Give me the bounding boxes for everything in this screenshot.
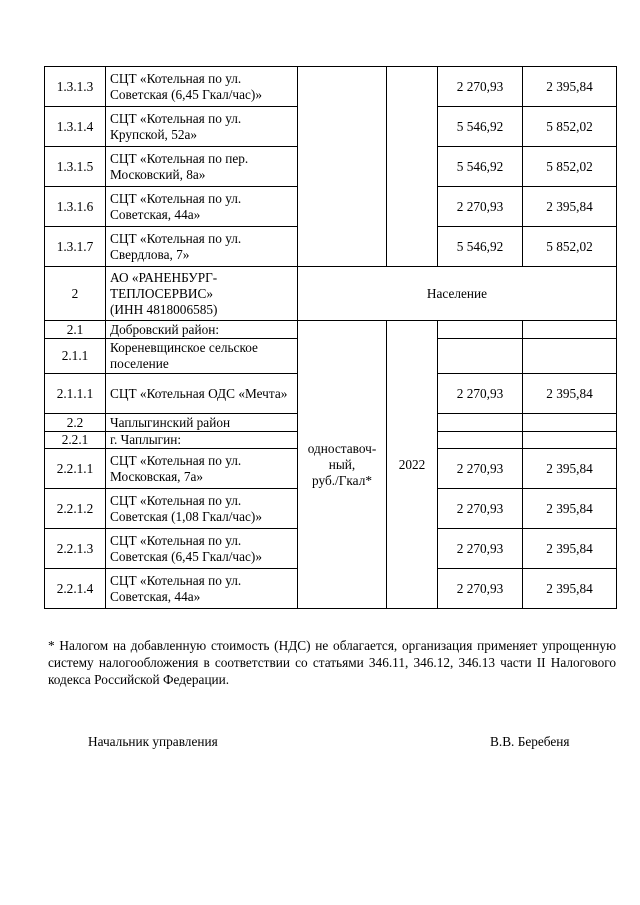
- organization-row: [45, 267, 617, 321]
- tariff-kind-unit: руб./Гкал*: [312, 472, 372, 488]
- tariff-value-2: 2 395,84: [523, 569, 617, 609]
- row-number: 2.1.1: [45, 339, 106, 374]
- row-number: 1.3.1.3: [45, 67, 106, 107]
- tariff-value-1: 2 270,93: [438, 187, 523, 227]
- tariff-value-1: 5 546,92: [438, 147, 523, 187]
- tariff-table: [44, 66, 617, 609]
- table-row: [45, 67, 617, 107]
- vat-footnote: * Налогом на добавленную стоимость (НДС) не облагается, организация применяет упрощенную систему налогообложения в соответствии со статьями 346.11, 346.12, 346.13 части II Налогового кодекса Российской Федерации.: [48, 638, 616, 687]
- row-number: 2.1: [45, 321, 106, 339]
- year-cell-empty: [387, 67, 438, 267]
- tariff-value-2: 2 395,84: [523, 449, 617, 489]
- row-name: СЦТ «Котельная по ул. Крупской, 52а»: [106, 107, 298, 147]
- row-number: 2.2.1.3: [45, 529, 106, 569]
- org-name-line: ТЕПЛОСЕРВИС»: [110, 285, 214, 301]
- tariff-value-2: [523, 414, 617, 432]
- row-name: СЦТ «Котельная ОДС «Мечта»: [106, 374, 298, 414]
- row-number: 2.2.1.2: [45, 489, 106, 529]
- organization-name: [106, 267, 298, 321]
- tariff-value-1: 2 270,93: [438, 569, 523, 609]
- row-name: СЦТ «Котельная по ул. Московская, 7а»: [106, 449, 298, 489]
- consumer-group: Население: [298, 267, 617, 321]
- row-name: СЦТ «Котельная по ул. Советская (6,45 Гкал/час)»: [106, 67, 298, 107]
- tariff-value-1: 2 270,93: [438, 374, 523, 414]
- tariff-kind-line: одноставоч-: [307, 440, 377, 456]
- row-name: Кореневщинское сельское поселение: [106, 339, 298, 374]
- tariff-value-1: [438, 432, 523, 449]
- row-name: СЦТ «Котельная по ул. Свердлова, 7»: [106, 227, 298, 267]
- tariff-value-1: [438, 414, 523, 432]
- row-number: 2: [45, 267, 106, 321]
- tariff-kind-line: ный,: [328, 456, 356, 472]
- table-row: [45, 321, 617, 339]
- row-name: г. Чаплыгин:: [106, 432, 298, 449]
- tariff-kind: [298, 321, 387, 609]
- tariff-value-2: 5 852,02: [523, 147, 617, 187]
- row-name: СЦТ «Котельная по ул. Советская, 44а»: [106, 569, 298, 609]
- row-number: 2.2: [45, 414, 106, 432]
- row-number: 1.3.1.7: [45, 227, 106, 267]
- org-name-line: АО «РАНЕНБУРГ-: [110, 269, 218, 285]
- tariff-year: 2022: [387, 321, 438, 609]
- tariff-value-1: [438, 321, 523, 339]
- tariff-value-1: [438, 339, 523, 374]
- tariff-value-2: 2 395,84: [523, 489, 617, 529]
- tariff-value-2: [523, 321, 617, 339]
- row-number: 1.3.1.4: [45, 107, 106, 147]
- tariff-value-1: 2 270,93: [438, 67, 523, 107]
- row-name: СЦТ «Котельная по пер. Московский, 8а»: [106, 147, 298, 187]
- tariff-value-2: 5 852,02: [523, 107, 617, 147]
- tariff-value-2: 5 852,02: [523, 227, 617, 267]
- tariff-value-1: 2 270,93: [438, 529, 523, 569]
- tariff-value-2: 2 395,84: [523, 374, 617, 414]
- tariff-value-1: 5 546,92: [438, 107, 523, 147]
- org-inn: (ИНН 4818006585): [110, 301, 218, 317]
- row-number: 2.2.1.4: [45, 569, 106, 609]
- row-name: СЦТ «Котельная по ул. Советская, 44а»: [106, 187, 298, 227]
- tariff-value-2: 2 395,84: [523, 187, 617, 227]
- row-number: 2.2.1: [45, 432, 106, 449]
- row-name: Добровский район:: [106, 321, 298, 339]
- row-name: СЦТ «Котельная по ул. Советская (6,45 Гкал/час)»: [106, 529, 298, 569]
- tariff-value-1: 2 270,93: [438, 449, 523, 489]
- tariff-value-2: [523, 432, 617, 449]
- row-number: 1.3.1.6: [45, 187, 106, 227]
- tariff-value-2: 2 395,84: [523, 67, 617, 107]
- row-number: 2.2.1.1: [45, 449, 106, 489]
- row-name: СЦТ «Котельная по ул. Советская (1,08 Гкал/час)»: [106, 489, 298, 529]
- row-number: 1.3.1.5: [45, 147, 106, 187]
- tariff-value-1: 5 546,92: [438, 227, 523, 267]
- tariff-value-2: 2 395,84: [523, 529, 617, 569]
- tariff-kind-cell-empty: [298, 67, 387, 267]
- signatory-name: В.В. Беребеня: [490, 734, 570, 749]
- tariff-value-2: [523, 339, 617, 374]
- signatory-title: Начальник управления: [88, 734, 218, 749]
- row-name: Чаплыгинский район: [106, 414, 298, 432]
- tariff-value-1: 2 270,93: [438, 489, 523, 529]
- row-number: 2.1.1.1: [45, 374, 106, 414]
